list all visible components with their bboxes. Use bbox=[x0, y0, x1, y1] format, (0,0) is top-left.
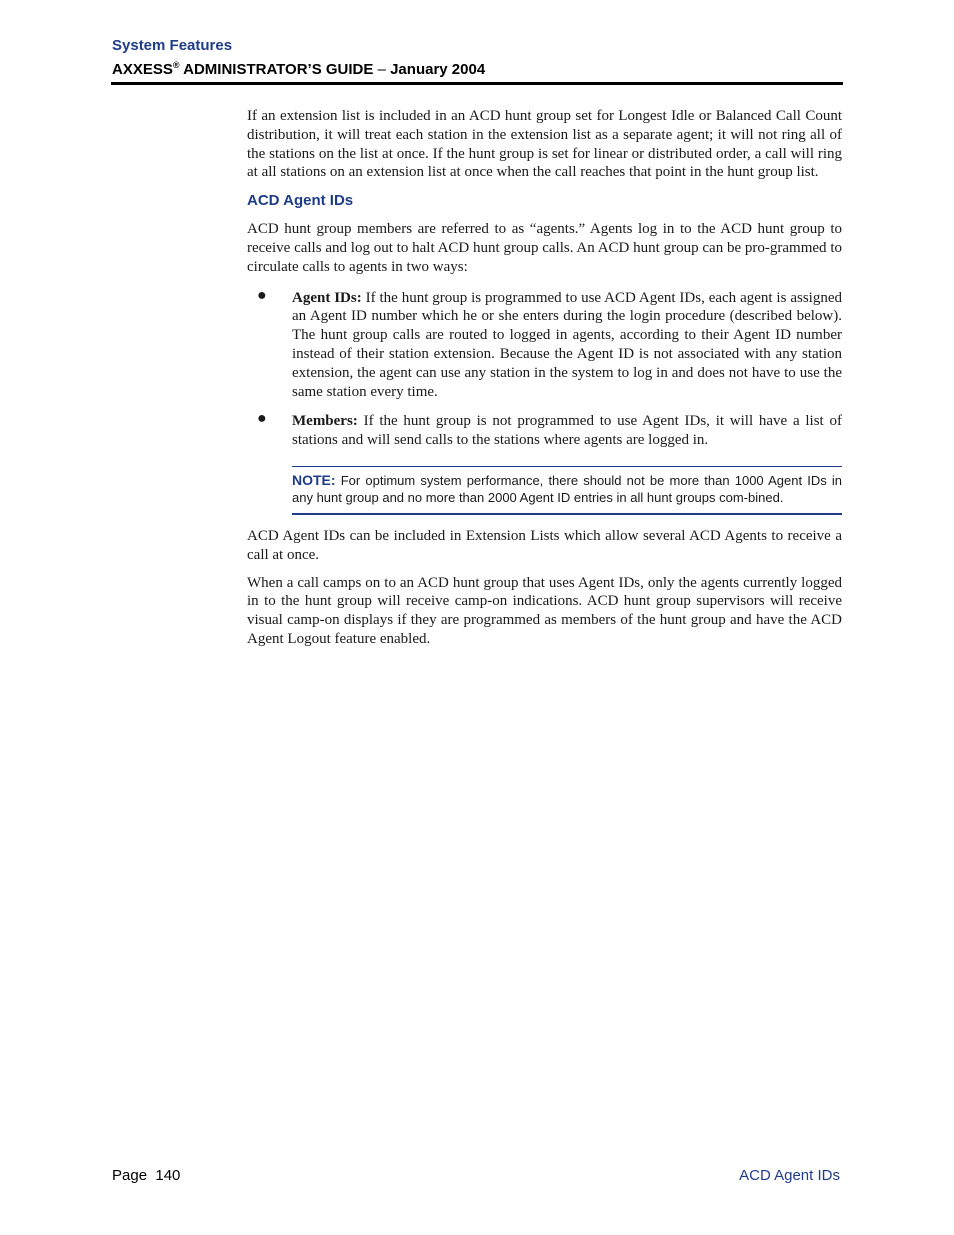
note-label: NOTE: bbox=[292, 471, 336, 488]
footer-page-number: Page 140 bbox=[112, 1167, 181, 1184]
bullet-list bbox=[247, 286, 842, 450]
footer-topic: ACD Agent IDs bbox=[739, 1167, 840, 1184]
bullet-dot-icon: ● bbox=[257, 286, 267, 304]
paragraph-agents-intro: ACD hunt group members are referred to as “agents.” Agents log in to the ACD hunt group to receive calls and log out to halt ACD hunt group calls. An ACD hunt group can be pro-grammed to circulate calls to agents in two ways: bbox=[247, 221, 842, 275]
bullet-term: Members: bbox=[292, 413, 358, 430]
bullet-text: If the hunt group is programmed to use ACD Agent IDs, each agent is assigned an Agent ID number which he or she enters during the login procedure (described below). The hunt group calls are routed to logged in agents, according to their Agent ID number instead of their station extension. Because the Agent ID is not associated with any station extension, the agent can use any station in the system to log in and does not have to use the same station every time. bbox=[292, 289, 842, 400]
header-guide-title bbox=[112, 60, 485, 78]
guide-date: January 2004 bbox=[390, 61, 486, 78]
paragraph-extension-lists: ACD Agent IDs can be included in Extension Lists which allow several ACD Agents to receive a call at once. bbox=[247, 527, 842, 563]
note-box bbox=[292, 466, 842, 515]
bullet-item-agent-ids bbox=[247, 286, 842, 402]
paragraph-extension-list: If an extension list is included in an ACD hunt group set for Longest Idle or Balanced Call Count distribution, it will treat each station in the extension list as a separate agent; it will not ring all of the stations on the list at once. If the hunt group is set for linear or distributed order, a call will ring at all stations on an extension list at once when the call reaches that point in the hunt group list. bbox=[247, 108, 842, 181]
guide-name-rest: ADMINISTRATOR’S GUIDE bbox=[179, 61, 374, 78]
bullet-term: Agent IDs: bbox=[292, 289, 362, 306]
bullet-text: If the hunt group is not programmed to use Agent IDs, it will have a list of stations and will send calls to the stations where agents are logged in. bbox=[292, 413, 842, 449]
guide-name: AXXESS bbox=[112, 61, 173, 78]
page-content bbox=[247, 107, 842, 658]
title-dash: – bbox=[373, 61, 391, 78]
subheading-acd-agent-ids: ACD Agent IDs bbox=[247, 192, 354, 210]
header-divider bbox=[111, 82, 843, 85]
bullet-item-members bbox=[247, 412, 842, 450]
bullet-dot-icon: ● bbox=[257, 410, 267, 428]
note-text: For optimum system performance, there should not be more than 1000 Agent IDs in any hunt group and no more than 2000 Agent ID entries in all hunt groups com-bined. bbox=[292, 472, 842, 506]
paragraph-camp-on: When a call camps on to an ACD hunt group that uses Agent IDs, only the agents currently logged in to the hunt group will receive camp-on indications. ACD hunt group supervisors will receive visual camp-on displays if they are programmed as members of the hunt group and have the ACD Agent Logout feature enabled. bbox=[247, 574, 842, 647]
header-section-title: System Features bbox=[112, 37, 233, 54]
registered-mark: ® bbox=[172, 60, 180, 70]
